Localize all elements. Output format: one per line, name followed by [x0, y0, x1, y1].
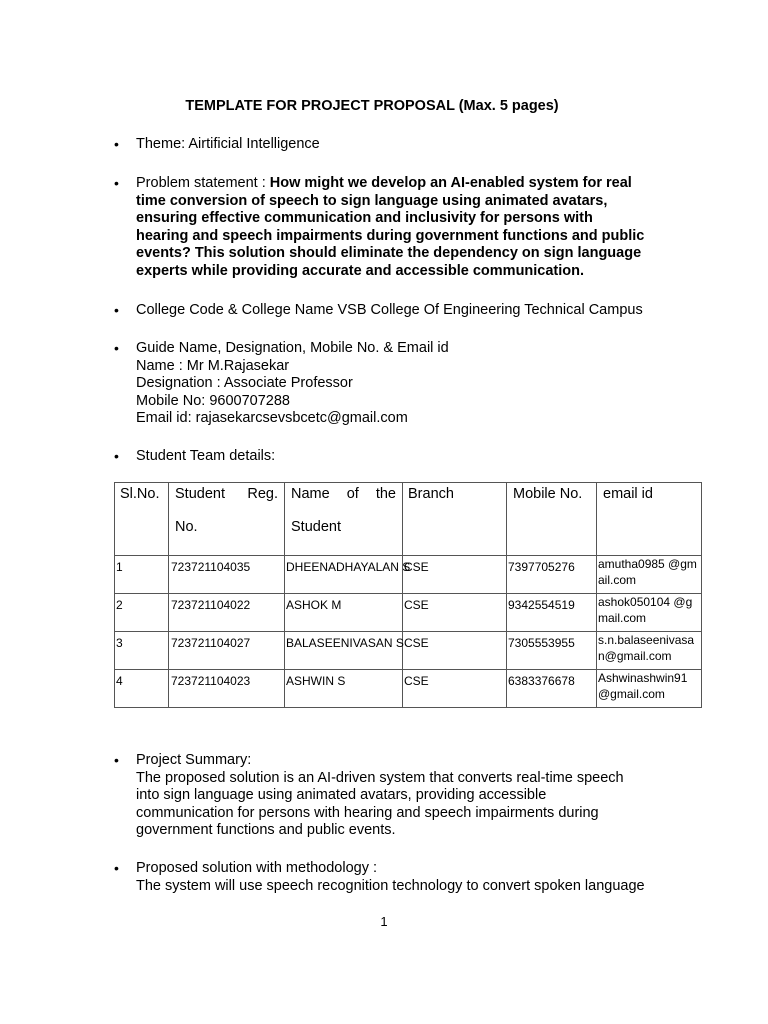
project-summary-line: government functions and public events. — [136, 822, 396, 838]
cell-mobile: 6383376678 — [507, 670, 597, 707]
cell-slno: 2 — [115, 594, 169, 631]
header-name-text: the — [375, 486, 396, 502]
guide-email: Email id: rajasekarcsevsbcetc@gmail.com — [136, 410, 408, 426]
project-summary-line: into sign language using animated avatars, providing accessible — [136, 787, 547, 803]
methodology-bullet — [114, 860, 714, 895]
header-reg-no — [169, 483, 285, 555]
theme-bullet — [114, 136, 714, 154]
guide-name: Name : Mr M.Rajasekar — [136, 357, 290, 374]
table-row — [115, 555, 702, 593]
theme-text: • Theme: Airtificial Intelligence — [136, 136, 320, 152]
project-summary-heading: • Project Summary: — [136, 752, 252, 768]
table-row — [115, 631, 702, 669]
problem-statement-line: How might we develop an AI-enabled system for real — [269, 175, 632, 191]
cell-mobile: 9342554519 — [507, 594, 597, 631]
cell-reg: 723721104022 — [169, 594, 285, 631]
cell-reg: 723721104023 — [169, 670, 285, 707]
cell-email: Ashwinashwin91 @gmail.com — [598, 671, 688, 701]
cell-email: s.n.balaseenivasan@gmail.com — [598, 633, 695, 663]
header-reg-text: Student — [175, 486, 225, 502]
header-name-text: Name — [291, 486, 330, 502]
header-student-name — [285, 483, 403, 555]
problem-statement-line: ensuring effective communication and inclusivity for persons with — [136, 210, 593, 226]
cell-slno: 1 — [115, 556, 169, 593]
table-body — [114, 555, 702, 708]
cell-branch: CSE — [403, 632, 507, 669]
page-number: 1 — [380, 914, 388, 929]
header-slno — [115, 483, 169, 555]
header-slno-text: Sl.No. — [120, 486, 160, 502]
methodology-line: The system will use speech recognition technology to convert spoken language — [136, 877, 645, 894]
header-mobile-text: Mobile No. — [513, 486, 583, 502]
cell-name: DHEENADHAYALAN S — [285, 556, 403, 593]
project-summary-line: The proposed solution is an AI-driven system that converts real-time speech — [136, 769, 624, 786]
methodology-heading: • Proposed solution with methodology : — [136, 860, 378, 876]
problem-statement-line: time conversion of speech to sign language using animated avatars, — [136, 192, 608, 209]
cell-email: ashok050104 @gmail.com — [598, 595, 693, 625]
header-mobile — [507, 483, 597, 555]
college-text: • College Code & College Name VSB College Of Engineering Technical Campus — [136, 302, 643, 318]
header-branch — [403, 483, 507, 555]
cell-branch: CSE — [403, 670, 507, 707]
header-email-text: email id — [603, 486, 653, 502]
cell-reg: 723721104027 — [169, 632, 285, 669]
team-details-heading: • Student Team details: — [136, 448, 276, 464]
table-row — [115, 593, 702, 631]
page-title: TEMPLATE FOR PROJECT PROPOSAL (Max. 5 pages) — [185, 98, 559, 114]
team-details-bullet — [114, 448, 714, 466]
header-branch-text: Branch — [408, 486, 454, 502]
guide-mobile: Mobile No: 9600707288 — [136, 392, 290, 409]
cell-email: amutha0985 @gmail.com — [598, 557, 697, 587]
guide-heading: • Guide Name, Designation, Mobile No. & Email id — [136, 340, 449, 356]
college-bullet — [114, 302, 714, 320]
project-summary-line: communication for persons with hearing and speech impairments during — [136, 804, 599, 821]
cell-name: ASHOK M — [285, 594, 403, 631]
header-email — [597, 483, 701, 555]
student-team-table — [114, 482, 702, 708]
cell-slno: 4 — [115, 670, 169, 707]
guide-designation: Designation : Associate Professor — [136, 375, 353, 391]
table-header-row — [114, 482, 702, 555]
header-name-text: of — [346, 486, 359, 502]
header-name-text: Student — [291, 519, 341, 535]
header-reg-text: No. — [175, 519, 198, 535]
cell-slno: 3 — [115, 632, 169, 669]
cell-mobile: 7305553955 — [507, 632, 597, 669]
problem-statement-label: Problem statement : — [136, 175, 270, 191]
guide-bullet — [114, 340, 714, 428]
cell-branch: CSE — [403, 594, 507, 631]
cell-name: BALASEENIVASAN S — [285, 632, 403, 669]
problem-statement-line: experts while providing accurate and accessible communication. — [136, 262, 585, 279]
cell-reg: 723721104035 — [169, 556, 285, 593]
problem-statement-line: hearing and speech impairments during government functions and public — [136, 227, 645, 244]
table-row — [115, 669, 702, 708]
header-reg-text: Reg. — [247, 486, 278, 502]
problem-statement-line: events? This solution should eliminate the dependency on sign language — [136, 245, 642, 261]
project-summary-bullet — [114, 752, 714, 840]
cell-mobile: 7397705276 — [507, 556, 597, 593]
problem-statement-bullet — [114, 175, 714, 280]
cell-name: ASHWIN S — [285, 670, 403, 707]
cell-branch: CSE — [403, 556, 507, 593]
